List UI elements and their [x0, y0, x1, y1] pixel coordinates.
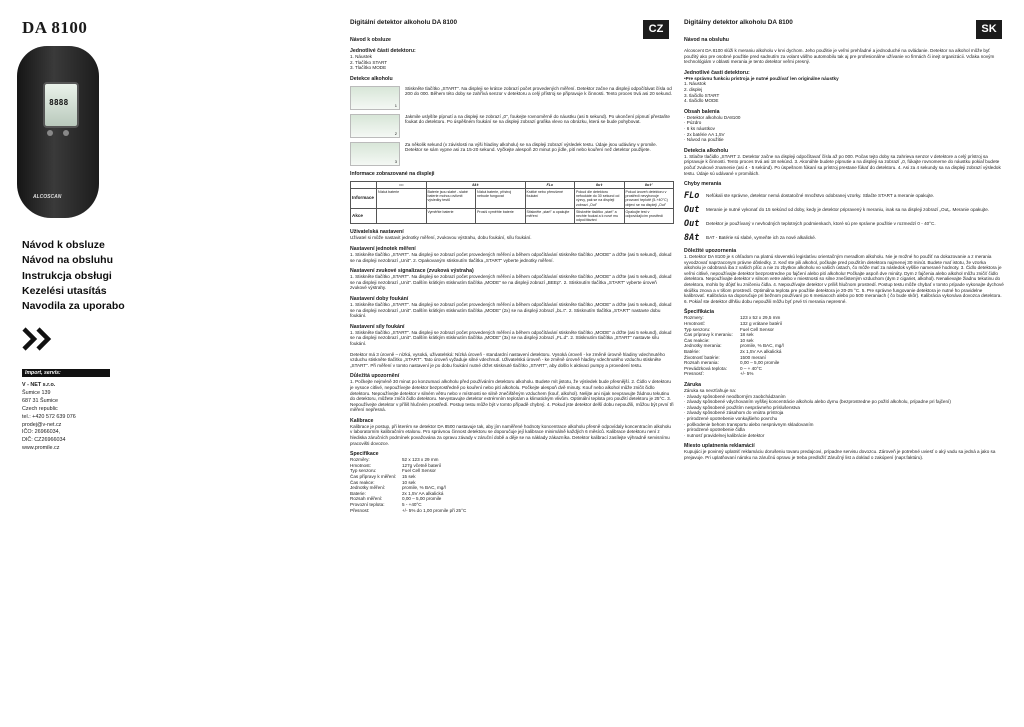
step-number: 2 — [394, 130, 397, 136]
breathalyzer-device-image — [17, 46, 99, 218]
step-number: 1 — [394, 102, 397, 108]
table-row — [351, 188, 674, 208]
table-cell: Vyměňte baterie — [426, 208, 476, 224]
sk-pack-item: · Púzdro — [684, 120, 702, 126]
step-illustration — [350, 142, 400, 166]
spec-value: 5 - +40°C — [402, 502, 422, 507]
display-symbol: FLo — [525, 181, 575, 188]
cz-section-title: Návod k obsluze — [350, 37, 391, 43]
menu-item-pl[interactable]: Instrukcja obsługi — [22, 269, 112, 282]
device-display-digits: 8888 — [49, 98, 69, 107]
step-illustration — [350, 114, 400, 138]
spec-key: Prevádzková teplota: — [684, 365, 727, 371]
spec-key: Rozmery: — [684, 315, 704, 321]
device-start-button-icon — [47, 130, 53, 136]
table-cell: Pokud úroveň detektoru v prostředí nevyhovuje provozní teplotě (5-+40°C) objeví se na displeji „Out" — [624, 188, 674, 208]
sk-intro: Alcoscent DA 8100 slúži k meraniu alkoholu v krvi dychom. Jeho použitie je veľmi prehľadné a jednoduché na ovládanie. Detektor na alkohol môže byť použitý ako pre osobné použitie pred sadnutím za volant vášho automobilu tak aj pre profesionálne užívanie vo firmách či inejt organizácii. Vďaka novým technológiám v oblasti merania je tento detektor veľmi presný. — [684, 48, 995, 65]
sk-part: 3. tlačidlo START — [684, 92, 720, 98]
company-line: DIČ: CZ26966034 — [22, 437, 66, 444]
section-title: Nastavení síly foukání — [350, 323, 405, 330]
section-text: Uživatel si může nastavit jednotky měření, zvukovou výstrahu, dobu foukání, sílu foukání. — [350, 235, 532, 241]
table-cell: Pokud dle detektoru nefoukáte do 30 sekund od výzvy, pak se na displeji zobrazí „Out" — [575, 188, 625, 208]
menu-item-sk[interactable]: Návod na obsluhu — [22, 254, 114, 267]
cz-detect-title: Detekce alkoholu — [350, 75, 393, 82]
row-label: Akce — [351, 208, 377, 224]
spec-key: Provozní teplota: — [350, 502, 385, 507]
section-text: 1. Stiskněte tlačítko „START". Na displeji se zobrazí počet provedených měření a během odpočítávání stiskněte tlačítko „MODE" a držte (asi 5 sekund), dokud se na displeji nezobrazí „Unit". Dalším krátkým stisknutím tlačítka „MODE" se na displeji zobrazí „BEEp". 2. Stisknutím tlačítka „START" vyberte úroveň zvukové výstrahy. — [350, 274, 672, 291]
spec-value: 0,00 – 5,00 promile — [740, 360, 780, 366]
step-text: Jakmile uslyšíte pípnutí a na displeji se zobrazí „0", foukejte rovnoměrně do náustku (asi 5 sekund). Po ukončení pípnutí přestaňte foukat do detektoru. Po úspěšném foukání se na displeji zobrazí grafika vlevo na obrázku, která se bude pohybovat. — [405, 113, 670, 125]
sk-pack-list — [684, 115, 1004, 143]
section-title: Nastavení jednotek měření — [350, 246, 416, 252]
spec-value: 123 x 52 x 29,5 mm — [740, 315, 781, 321]
error-text: BAT - Batérie sú slabé, vymeňte ich za nové alkalické. — [706, 235, 817, 241]
spec-key: Baterie: — [350, 490, 366, 496]
sk-part: 4. tlačidlo MODE — [684, 98, 719, 104]
spec-key: Čas reakce: — [350, 479, 375, 485]
warranty-item: · závady spôsobené zásahom do vnútra prístroja — [684, 410, 784, 416]
company-line: Šumice 139 — [22, 389, 51, 396]
table-cell: Nízká baterie — [377, 188, 427, 208]
step-text: Stiskněte tlačítko „START". Na displeji se krátce zobrazí počet provedených měření. Detektor začne na displeji odpočítávat čísla od 200 do 000. Během této doby se zahřívá senzor v detektoru a celý přístroj se připravuje k činnosti. Tento proces trvá asi 20 sekund. — [405, 85, 673, 97]
warranty-item: · prirodzené opotrebenie vonkajšieho povrchu — [684, 415, 778, 421]
section-title: Nastavení zvukové signalizace (zvuková výstraha) — [350, 268, 474, 275]
spec-value: 2x 1,5V AA alkalická — [402, 490, 444, 496]
sk-error-row — [684, 191, 1004, 201]
cz-step — [350, 86, 674, 110]
warranty-item: · závady spôsobené neodborným zaobchádzaním — [684, 393, 786, 399]
cz-spec-title: Specifikace — [350, 451, 379, 458]
warranty-item: · nutnosť pravidelnej kalibrácie detektor — [684, 432, 765, 438]
table-cell: Prosíš vyměňte baterie — [476, 208, 526, 224]
error-symbol: Out — [684, 205, 700, 216]
sk-pack-item: · Detektor alkoholu DA8100 — [684, 114, 741, 120]
spec-value: 1500 meraní — [740, 354, 766, 360]
table-cell: Stiskněte „start" a opakujte měření — [525, 208, 575, 224]
warranty-item: · závady spôsobené použitím nesprávneho príslušenstva — [684, 404, 800, 410]
menu-item-hu[interactable]: Kezelési utasítás — [22, 284, 107, 297]
spec-key: Batérie: — [684, 349, 700, 354]
sk-part: 2. displej — [684, 86, 703, 92]
double-chevron-right-icon — [22, 327, 56, 351]
sk-errors-title: Chyby merania — [684, 181, 722, 188]
display-symbol: 8At — [426, 181, 525, 188]
sk-header: Digitálny detektor alkoholu DA 8100 — [684, 19, 793, 26]
spec-value: 10 sek — [740, 337, 754, 343]
company-line: IČO: 26966034, — [22, 429, 61, 436]
spec-key: Přesnost: — [350, 507, 370, 513]
sk-part: 1. Náustok — [684, 81, 706, 87]
cz-info-title: Informace zobrazované na displeji — [350, 170, 435, 177]
table-cell — [351, 181, 377, 188]
spec-row — [350, 508, 674, 514]
spec-key: Typ senzoru: — [684, 326, 711, 332]
cz-spec-list — [350, 457, 674, 513]
spec-key: Čas reakcie: — [684, 337, 710, 343]
table-cell: Baterie jsou slabé - slabé baterie mohou ovlivnit výsledky testů — [426, 188, 476, 208]
error-text: Meranie je nutné vykonať do 15 sekúnd od doby, kedy je detektor pripravený k meraniu, inak sa na displeji zobrazí „Out„. Meranie opakujte. — [706, 207, 990, 213]
sk-warn-text: 1. Detektor DA 8100 je s ohľadom na platnú slovenskú legislatívu orientačným meradlom alkoholu. Nie je možné ho použiť na dokazovanie a z merania vyvodzovať naprzaconym právne dôsledky. 2. Keď ste pili alkohol, počkajte pred použitím detektora najmenej 30 minút. Budete mať istotu, že vzorka alkoholu je odobraná iba z vašich pľúc a nie zo zbytkov alkoholu vo vašich ústach, čo môže mať za následok vyššie namerané hodnoty. 3. Čidlo detektora je veľmi citlivé, nepoužívajte detektor bezprostredne po fajčení alebo pití alkoholu! Počkajte aspoň dve minúty. Dym z fajčenia alebo alkohol môžu zničiť čidlo detektora. Nepoužívajte detektor v silnom vetre alebo v miestnosti so silne znečisteným vzduchom (dym z cigariet, alkohol). Nenalievajte žiadnu tekutinu do detektora, mohlo by dôjsť ku zničeniu čidla. 4. Nepoužívajte detektor v príliš hlučnom prostredí. Postup testu môže chybať v tomto prípade vykonajte dychové skúšku znova a v tišom prostredí. Optimálna teplota pre použitie detektora je 20-25 °C. 5. Pre správne fungovanie detektora je nutné ho pravidelne kalibrovať. Kalibrácia sa doporučuje pri bežnom používaní po 6 mesiacoch alebo po 500 meraniach ( čo bude skôr). Kalibrácia vykonáva dovozca detektora. 6. Pokiaľ ste detektor dlhšiu dobu nepoužili môžu byť prvé tri merania nepresné. — [684, 254, 1004, 304]
sk-error-row — [684, 233, 1004, 243]
sk-spec-title: Špecifikácia — [684, 309, 714, 316]
sk-section-title: Návod na obsluhu — [684, 37, 729, 43]
section-title: Kalibrace — [350, 417, 374, 424]
language-menu — [22, 238, 125, 314]
sk-error-row — [684, 219, 1004, 229]
sk-parts-note: •Pre správnu funkciu prístroja je nutné používať len originálne náustky — [684, 75, 839, 81]
spec-value: 0,00 – 5,00 promile — [402, 496, 442, 502]
sk-pack-title: Obsah balenia — [684, 108, 720, 115]
spec-key: Čas přípravy k měření: — [350, 474, 397, 480]
section-title: Nastavení doby foukání — [350, 295, 409, 302]
section-text: Detektor má 3 úrovně – nízká, vysoká, uživatelská: Nízká úroveň - standardní nastavení detektoru. Vysoká úroveň - ke změně úrovně hladiny vdechnutého vzduchu stiskněte tlačítko „START". Tato úroveň vyžaduje silné vdechnutí. Uživatelská úroveň - ke změně úrovně hladiny vdechnutého vzduchu stiskněte „START". Při měření v tomto nastavení je po dobu foukání nutné držet stisknuté tlačítko „START", aby došlo k aktivaci pumpy a provedení testu. — [350, 351, 665, 368]
cz-sections — [350, 229, 674, 446]
section-text: 1. Stiskněte tlačítko „START". Na displeji se zobrazí počet provedených měření a během odpočítávání stiskněte tlačítko „MODE" a držte (asi 5 sekund), dokud se na displeji nezobrazí „Unit". Dalším krátkým stisknutím tlačítka „MODE" (3x) se na displeji zobrazí „FL.d". 2. Stisknutím tlačítka „START" nastavte sílu foukání. — [350, 329, 672, 346]
error-text: Detektor je používaný v nevhodných teplotných podmienkach, ktoré sú pre správne použitie v rozmedzí 0 - 40°C. — [706, 221, 936, 227]
section-title: Důležitá upozornění — [350, 373, 400, 380]
spec-value: 2x 1,5V AA alkalická — [740, 349, 782, 354]
cz-part: 2. Tlačítko START — [350, 59, 388, 65]
row-label: Informace — [351, 188, 377, 208]
device-screen — [43, 82, 79, 128]
spec-value: 52 x 123 x 29 mm — [402, 457, 439, 463]
spec-key: Hmotnost: — [350, 462, 371, 468]
cz-parts-title: Jednotlivé části detektoru: — [350, 48, 416, 54]
section-text: 1. Počkejte nejméně 30 minut po konzumaci alkoholu před používáním detektoru alkoholu. Budete mít jistotu, že výsledek bude přesnější. 2. Čidlo v detektoru je vysoce citlivé, nepoužívejte detektor bezprostředně po kouření nebo pití alkoholu. Počkejte alespoň dvě minuty. Kouř nebo alkohol může zničit čidlo detektoru. Nepoužívejte detektor v silném větru nebo v místnosti se silně znečištěným vzduchem (kouř, alkohol). Nelijte ani nijak nevpravujte žádnou tekutinu do detektoru, můžete zničit čidlo detektoru. Nevystavujte detektor extrémním teplotám a klimatickým vlivům. Optimální teplota pro použití detektoru je 25°C. 3. Nepoužívejte detektor v příliš hlučném prostředí. Postup testu může být v tomto případě chybný. 4. Pokud jste detektor delší dobu nepoužili, můžou být první tři měření nepřesná. — [350, 379, 674, 413]
table-cell: Nízká baterie, přístroj nebude fungovat — [476, 188, 526, 208]
spec-value: +/- 5% do 1,00 promile při 25°C — [402, 507, 467, 513]
spec-value: promile, % BAC, mg/l — [740, 343, 784, 349]
sk-error-row — [684, 205, 1004, 215]
sk-pack-item: · Návod na použitie — [684, 137, 724, 143]
cover-column — [0, 0, 340, 727]
spec-value: 10 sek — [402, 479, 416, 485]
import-label: Import, servis: — [22, 369, 110, 377]
spec-row — [684, 371, 1004, 377]
warranty-item: · závady spôsobené vdychovaním vyššej koncentrácie alkoholu alebo dymu (bezprostredne po požití alkoholu, prípadne pri fajčení) — [684, 399, 951, 405]
spec-value: +/- 5% — [740, 371, 754, 377]
spec-key: Presnosť: — [684, 371, 704, 377]
device-brand-logo: ALCOSCAN — [33, 194, 62, 200]
spec-value: 15 sek — [402, 474, 416, 480]
sk-pack-item: · 2x batérie AA 1,5V — [684, 131, 725, 137]
sk-claim-title: Miesto uplatnenia reklamácií — [684, 443, 755, 450]
company-name: V - NET s.r.o. — [22, 382, 56, 388]
menu-item-si[interactable]: Navodila za uporabo — [22, 300, 125, 313]
sk-column — [684, 0, 1004, 727]
error-symbol: 8At — [684, 233, 700, 244]
cz-language-badge: CZ — [643, 20, 669, 39]
table-cell: Opakujte test v odpovídajícím prostředí — [624, 208, 674, 224]
company-website[interactable]: www.promile.cz — [22, 445, 60, 452]
section-text: 1. Stiskněte tlačítko „START". Na displeji se zobrazí počet provedených měření a během odpočítávání stiskněte tlačítko „MODE" a držte (asi 5 sekund), dokud se na displeji nezobrazí „Unit". Dalším krátkým stisknutím tlačítka „MODE" (2x) se na displeji zobrazí „bL.t". 2. Stisknutím tlačítka „START" nastavte dobu foukání. — [350, 301, 672, 319]
step-number: 3 — [394, 158, 397, 164]
spec-key: Čas prípravy k meraniu: — [684, 332, 733, 338]
spec-value: Fuel Cell Sensor — [402, 468, 436, 474]
cz-step — [350, 142, 674, 166]
spec-key: Životnosť batérie: — [684, 354, 720, 360]
spec-key: Jednotky měření: — [350, 485, 386, 491]
spec-value: promile, % BAC, mg/l — [402, 485, 446, 491]
cz-part: 3. Tlačítko MODE — [350, 65, 387, 71]
spec-value: 132 g vrátane batérií — [740, 321, 783, 327]
sk-parts-title: Jednotlivé časti detektoru: — [684, 69, 750, 76]
company-line: 687 31 Šumice — [22, 397, 58, 404]
spec-value: 127g včetně baterií — [402, 462, 442, 468]
sk-warn-title: Dôležité upozornenia — [684, 248, 737, 255]
table-row — [351, 181, 674, 188]
spec-key: Typ senzoru: — [350, 468, 377, 474]
battery-low-icon: ▭▭ — [377, 181, 427, 188]
sk-language-badge: SK — [976, 20, 1002, 39]
warranty-item: · prirodzené opotrebenie čidla — [684, 427, 745, 433]
table-cell: Krátké nebo přerušené foukání — [525, 188, 575, 208]
sk-pack-item: · 6 ks náustkov — [684, 125, 715, 131]
display-symbol: Out — [575, 181, 625, 188]
step-illustration — [350, 86, 400, 110]
cz-step — [350, 114, 674, 138]
table-row — [351, 208, 674, 224]
section-text: 1. Stiskněte tlačítko „START". Na displeji se zobrazí počet provedených měření a během odpočítávání stiskněte tlačítko „MODE" a držte (asi 5 sekund), dokud se na displeji nezobrazí „Unit". 2. Opakovaným stisknutím tlačítka „START" vyberte jednotky měření. — [350, 252, 672, 263]
company-info — [22, 382, 76, 453]
spec-key: Rozsah měření: — [350, 496, 383, 502]
cz-column — [350, 0, 674, 727]
company-line: Czech republic — [22, 405, 58, 412]
sk-claim-text: Kupujúci je povinný uplatniť reklamáciu dorušeniu tovaru predajcovi, prípadne servisu dovozcu. Zároveň je potrebné uviesť o aký vadu sa jedná a jako sa prejavuje. Pri uplatňovaní nároku na záručnú opravu je treba predložiť Záručný list a doklad o zakúpení (napr.faktúru). — [684, 449, 996, 460]
spec-key: Jednotky merania: — [684, 343, 722, 349]
warranty-item: · poškodenie behom transportu alebo nesprávnym skladovaním — [684, 421, 814, 427]
sk-spec-list — [684, 315, 1004, 377]
sk-detect-title: Detekcia alkoholu — [684, 147, 729, 154]
cz-parts-list — [350, 54, 674, 71]
spec-value: 18 sek — [740, 332, 754, 338]
error-text: Nefúkali ste správne, detektor nemá dostatočné množstvo odobranej vzorky. Stlačte START a meranie opakujte. — [706, 193, 935, 199]
step-text: Za několik sekund (v závislosti na výši hladiny alkoholu) se na displeji zobrazí výsledek testu. Údaje jsou udávány v promile. Detektor se sám vypne asi za 15-20 sekund. Vyčkejte alespoň 20 minut po jídle, pití nebo kouření než detektor použijete. — [405, 141, 658, 153]
display-info-table — [350, 181, 674, 225]
section-title: Uživatelská nastavení — [350, 229, 404, 236]
table-cell: Stiskněte tlačítko „start" a nechte foukat a k nové mu odpočítávání — [575, 208, 625, 224]
display-symbol: Out˸ — [624, 181, 674, 188]
device-mode-button-icon — [63, 130, 69, 136]
error-symbol: Out — [684, 219, 700, 230]
menu-item-cz[interactable]: Návod k obsluze — [22, 239, 105, 251]
cz-header: Digitální detektor alkoholu DA 8100 — [350, 19, 458, 26]
spec-key: Rozsah merania: — [684, 360, 719, 366]
warranty-item: Záruka sa nevzťahuje na: — [684, 387, 737, 393]
spec-value: 0 – + 40°C — [740, 365, 762, 371]
sk-warranty-list — [684, 388, 1004, 438]
cz-part: 1. Náustek — [350, 54, 372, 59]
sk-detect-text: 1. Stlačte tlačidlo „START 2. Detektor začne na displeji odpočítavať čísla až po 000. Počas tejto doby sa zahrieva senzor v detektore a celý prístroj sa pripravuje k činnosti. Tento proces trvá asi 18 sekúnd. 3. Akonáhle budete pípnutie a na displeji sa zobrazí „0, fúkajte rovnomerne do náustku pokiaľ budete počuť zvukové znamenie (asi 4 - 5 sekúnd). Po úspešnom fúkaní sa prístroj prestane fúkať do detektoru. 4. Asi za 4 sekundy sa na displeji zobrazí výsledok testu. Údaje sú udávané v promilách. — [684, 153, 1001, 176]
spec-key: Rozměry: — [350, 457, 370, 463]
section-text: Kalibrace je postup, při kterém se detektor DA 8500 nastavuje tak, aby jím naměřené hodnoty koncentrace alkoholu přesně odpovídaly koncentracím alkoholu v laboratorním kalibračním etalonu. Pro správnou činnost detektoru se doporučuje její kalibrace minimálně každých 6 měsíců. Kalibrace detektoru není z hlediska záručních podmínek považována za opravu závady v záruční době a děje se na náklady zákazníka. Detektor kalibrací zasílejte výhradně servisnímu pracovišti dovozce. — [350, 423, 671, 446]
spec-value: Fuel Cell Sensor — [740, 326, 774, 332]
sk-warranty-title: Záruka — [684, 381, 702, 388]
company-email[interactable]: prodej@v-net.cz — [22, 421, 62, 428]
table-cell — [377, 208, 427, 224]
sk-parts-list — [684, 81, 1004, 103]
company-phone: tel.: +420 572 639 076 — [22, 413, 76, 420]
product-title: DA 8100 — [22, 18, 88, 37]
spec-key: Hmotnosť: — [684, 321, 706, 327]
error-symbol: FLo — [684, 191, 700, 202]
